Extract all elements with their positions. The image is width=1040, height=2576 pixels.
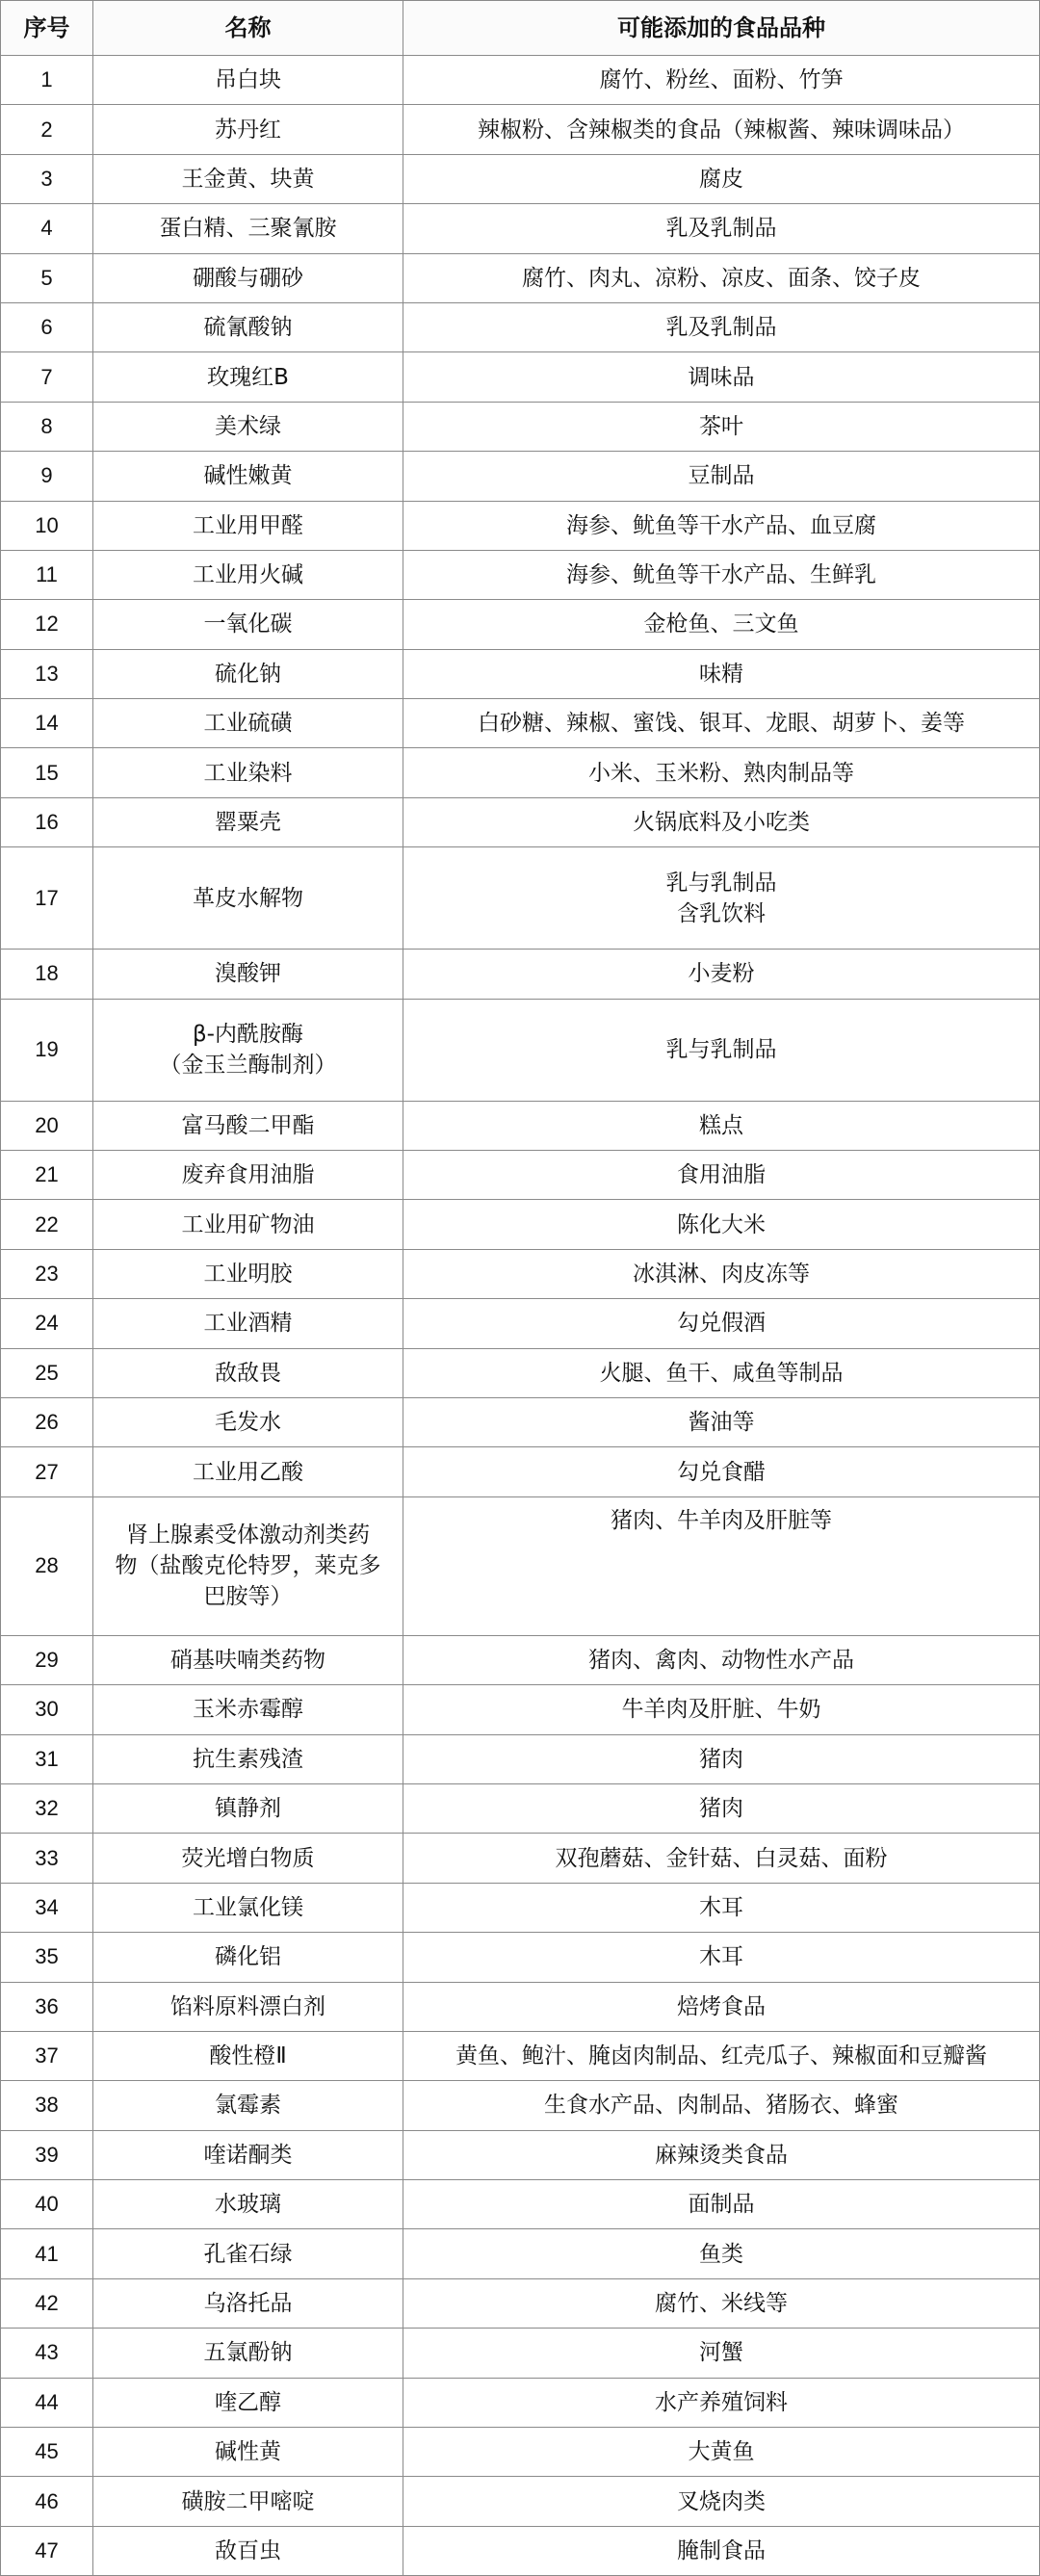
substance-name: 玉米赤霉醇: [93, 1685, 403, 1734]
food-types: 小麦粉: [403, 950, 1040, 999]
row-number: 23: [1, 1249, 93, 1298]
food-types: 水产养殖饲料: [403, 2378, 1040, 2427]
row-number: 10: [1, 501, 93, 550]
header-foods: 可能添加的食品品种: [403, 1, 1040, 56]
substance-name: 硼酸与硼砂: [93, 253, 403, 302]
row-number: 2: [1, 105, 93, 154]
food-types: 腐竹、米线等: [403, 2278, 1040, 2328]
row-number: 16: [1, 797, 93, 846]
row-number: 41: [1, 2229, 93, 2278]
food-types: 黄鱼、鲍汁、腌卤肉制品、红壳瓜子、辣椒面和豆瓣酱: [403, 2031, 1040, 2080]
table-row: [1, 1685, 1040, 1734]
table-row: [1, 1447, 1040, 1496]
food-types: 火锅底料及小吃类: [403, 797, 1040, 846]
food-types: 乳与乳制品: [403, 999, 1040, 1101]
table-row: [1, 2031, 1040, 2080]
food-types: 冰淇淋、肉皮冻等: [403, 1249, 1040, 1298]
food-types: 牛羊肉及肝脏、牛奶: [403, 1685, 1040, 1734]
food-types: 金枪鱼、三文鱼: [403, 600, 1040, 649]
row-number: 12: [1, 600, 93, 649]
table-row: [1, 2526, 1040, 2575]
row-number: 18: [1, 950, 93, 999]
header-name: 名称: [93, 1, 403, 56]
table-row: [1, 1200, 1040, 1249]
row-number: 45: [1, 2428, 93, 2477]
row-number: 22: [1, 1200, 93, 1249]
table-row: [1, 950, 1040, 999]
substance-name: 蛋白精、三聚氰胺: [93, 204, 403, 253]
row-number: 26: [1, 1397, 93, 1446]
food-types: 陈化大米: [403, 1200, 1040, 1249]
food-types: 腐皮: [403, 154, 1040, 203]
substance-name-line: 巴胺等）: [203, 1584, 293, 1610]
row-number: 30: [1, 1685, 93, 1734]
substance-name: 毛发水: [93, 1397, 403, 1446]
food-types: 麻辣烫类食品: [403, 2130, 1040, 2179]
row-number: 17: [1, 847, 93, 950]
row-number: 31: [1, 1734, 93, 1783]
table-row: [1, 1249, 1040, 1298]
substance-name: 酸性橙Ⅱ: [93, 2031, 403, 2080]
substance-name-line: β-内酰胺酶: [193, 1022, 303, 1048]
food-types: 海参、鱿鱼等干水产品、血豆腐: [403, 501, 1040, 550]
substance-name: 磷化铝: [93, 1933, 403, 1982]
table-row: [1, 1635, 1040, 1684]
row-number: 1: [1, 56, 93, 105]
substance-name: 碱性黄: [93, 2428, 403, 2477]
row-number: 47: [1, 2526, 93, 2575]
substance-name: 工业用乙酸: [93, 1447, 403, 1496]
row-number: 19: [1, 999, 93, 1101]
row-number: 32: [1, 1783, 93, 1833]
substance-name: 苏丹红: [93, 105, 403, 154]
substance-name: [93, 999, 403, 1101]
food-types: 猪肉: [403, 1734, 1040, 1783]
food-types: 双孢蘑菇、金针菇、白灵菇、面粉: [403, 1834, 1040, 1883]
table-row: [1, 1101, 1040, 1150]
table-row: [1, 452, 1040, 501]
food-types: 大黄鱼: [403, 2428, 1040, 2477]
food-types: 调味品: [403, 352, 1040, 402]
food-types: 猪肉: [403, 1783, 1040, 1833]
food-types: 豆制品: [403, 452, 1040, 501]
table-row: [1, 501, 1040, 550]
substance-name: 磺胺二甲嘧啶: [93, 2477, 403, 2526]
substance-name: 一氧化碳: [93, 600, 403, 649]
table-row: [1, 1734, 1040, 1783]
row-number: 27: [1, 1447, 93, 1496]
food-types: 腐竹、粉丝、面粉、竹笋: [403, 56, 1040, 105]
row-number: 36: [1, 1982, 93, 2031]
food-types: 辣椒粉、含辣椒类的食品（辣椒酱、辣味调味品）: [403, 105, 1040, 154]
food-types: 鱼类: [403, 2229, 1040, 2278]
food-types-line: 含乳饮料: [677, 900, 766, 926]
row-number: 5: [1, 253, 93, 302]
row-number: 3: [1, 154, 93, 203]
row-number: 15: [1, 748, 93, 797]
substance-name: 工业用甲醛: [93, 501, 403, 550]
substance-name: 玫瑰红B: [93, 352, 403, 402]
substance-name: 硝基呋喃类药物: [93, 1635, 403, 1684]
substance-name: 碱性嫩黄: [93, 452, 403, 501]
food-types: 面制品: [403, 2180, 1040, 2229]
table-row: [1, 1397, 1040, 1446]
table-row: [1, 1151, 1040, 1200]
substance-name: 工业氯化镁: [93, 1883, 403, 1932]
header-row: [1, 1, 1040, 56]
food-types: 叉烧肉类: [403, 2477, 1040, 2526]
substance-name: 喹乙醇: [93, 2378, 403, 2427]
substance-name: 镇静剂: [93, 1783, 403, 1833]
table-row: [1, 1834, 1040, 1883]
substance-name: 乌洛托品: [93, 2278, 403, 2328]
substance-name: 王金黄、块黄: [93, 154, 403, 203]
food-types: 勾兑食醋: [403, 1447, 1040, 1496]
row-number: 7: [1, 352, 93, 402]
table-row: [1, 550, 1040, 599]
substance-name: [93, 1496, 403, 1635]
table-row: [1, 1299, 1040, 1348]
row-number: 20: [1, 1101, 93, 1150]
row-number: 33: [1, 1834, 93, 1883]
substance-name: 美术绿: [93, 402, 403, 451]
substance-name: 敌敌畏: [93, 1348, 403, 1397]
food-types: [403, 847, 1040, 950]
substance-name: 敌百虫: [93, 2526, 403, 2575]
table-row: [1, 2477, 1040, 2526]
row-number: 4: [1, 204, 93, 253]
food-types: 小米、玉米粉、熟肉制品等: [403, 748, 1040, 797]
substance-name: 水玻璃: [93, 2180, 403, 2229]
substance-name-line: （金玉兰酶制剂）: [159, 1053, 337, 1079]
row-number: 29: [1, 1635, 93, 1684]
table-row: [1, 1783, 1040, 1833]
substance-name: 工业用火碱: [93, 550, 403, 599]
table-row: [1, 1933, 1040, 1982]
substance-name: 五氯酚钠: [93, 2329, 403, 2378]
substance-name: 馅料原料漂白剂: [93, 1982, 403, 2031]
row-number: 9: [1, 452, 93, 501]
table-row: [1, 2378, 1040, 2427]
food-types: 食用油脂: [403, 1151, 1040, 1200]
row-number: 34: [1, 1883, 93, 1932]
food-types-line: 乳与乳制品: [665, 870, 777, 896]
food-types: 乳及乳制品: [403, 302, 1040, 351]
substance-name: 工业硫磺: [93, 699, 403, 748]
substance-name: 工业用矿物油: [93, 1200, 403, 1249]
substance-name: 废弃食用油脂: [93, 1151, 403, 1200]
substance-name: 工业染料: [93, 748, 403, 797]
table-row: [1, 748, 1040, 797]
row-number: 6: [1, 302, 93, 351]
table-row: [1, 649, 1040, 698]
table-row: [1, 1348, 1040, 1397]
substance-name: 罂粟壳: [93, 797, 403, 846]
row-number: 21: [1, 1151, 93, 1200]
table-row: [1, 302, 1040, 351]
food-types: 腌制食品: [403, 2526, 1040, 2575]
substance-name: 荧光增白物质: [93, 1834, 403, 1883]
row-number: 28: [1, 1496, 93, 1635]
row-number: 39: [1, 2130, 93, 2179]
table-row: [1, 154, 1040, 203]
substance-name: 抗生素残渣: [93, 1734, 403, 1783]
food-types: 生食水产品、肉制品、猪肠衣、蜂蜜: [403, 2081, 1040, 2130]
substance-name: 工业酒精: [93, 1299, 403, 1348]
row-number: 40: [1, 2180, 93, 2229]
row-number: 11: [1, 550, 93, 599]
food-types: 猪肉、牛羊肉及肝脏等: [403, 1496, 1040, 1635]
row-number: 8: [1, 402, 93, 451]
substance-name: 孔雀石绿: [93, 2229, 403, 2278]
substance-name: 富马酸二甲酯: [93, 1101, 403, 1150]
table-row: [1, 847, 1040, 950]
substance-name: 喹诺酮类: [93, 2130, 403, 2179]
food-types: 白砂糖、辣椒、蜜饯、银耳、龙眼、胡萝卜、姜等: [403, 699, 1040, 748]
row-number: 42: [1, 2278, 93, 2328]
substance-name: 硫化钠: [93, 649, 403, 698]
food-types: 腐竹、肉丸、凉粉、凉皮、面条、饺子皮: [403, 253, 1040, 302]
food-types: 糕点: [403, 1101, 1040, 1150]
substance-name: 吊白块: [93, 56, 403, 105]
table-row: [1, 699, 1040, 748]
table-row: [1, 1496, 1040, 1635]
row-number: 25: [1, 1348, 93, 1397]
table-row: [1, 2278, 1040, 2328]
table-row: [1, 2130, 1040, 2179]
row-number: 46: [1, 2477, 93, 2526]
food-types: 木耳: [403, 1883, 1040, 1932]
food-types: 河蟹: [403, 2329, 1040, 2378]
substance-name-line: 物（盐酸克伦特罗，莱克多: [115, 1553, 381, 1579]
table-row: [1, 56, 1040, 105]
substance-name: 氯霉素: [93, 2081, 403, 2130]
table-row: [1, 2180, 1040, 2229]
row-number: 24: [1, 1299, 93, 1348]
food-types: 酱油等: [403, 1397, 1040, 1446]
food-types: 木耳: [403, 1933, 1040, 1982]
table-row: [1, 204, 1040, 253]
row-number: 35: [1, 1933, 93, 1982]
table-row: [1, 2081, 1040, 2130]
table-row: [1, 2428, 1040, 2477]
food-types: 焙烤食品: [403, 1982, 1040, 2031]
table-row: [1, 402, 1040, 451]
row-number: 44: [1, 2378, 93, 2427]
row-number: 14: [1, 699, 93, 748]
header-number: 序号: [1, 1, 93, 56]
table-row: [1, 105, 1040, 154]
table-body: [1, 56, 1040, 2576]
food-types: 猪肉、禽肉、动物性水产品: [403, 1635, 1040, 1684]
food-types: 乳及乳制品: [403, 204, 1040, 253]
substance-name: 工业明胶: [93, 1249, 403, 1298]
table-row: [1, 999, 1040, 1101]
food-types: 火腿、鱼干、咸鱼等制品: [403, 1348, 1040, 1397]
row-number: 38: [1, 2081, 93, 2130]
table-row: [1, 352, 1040, 402]
substance-name: 硫氰酸钠: [93, 302, 403, 351]
substance-name-line: 肾上腺素受体激动剂类药: [126, 1522, 370, 1548]
row-number: 13: [1, 649, 93, 698]
substance-name: 革皮水解物: [93, 847, 403, 950]
food-types: 茶叶: [403, 402, 1040, 451]
table-row: [1, 600, 1040, 649]
table-row: [1, 1883, 1040, 1932]
food-types: 味精: [403, 649, 1040, 698]
table-row: [1, 2329, 1040, 2378]
food-types: 勾兑假酒: [403, 1299, 1040, 1348]
row-number: 43: [1, 2329, 93, 2378]
substance-name: 溴酸钾: [93, 950, 403, 999]
food-types: 海参、鱿鱼等干水产品、生鲜乳: [403, 550, 1040, 599]
table-row: [1, 2229, 1040, 2278]
table-row: [1, 797, 1040, 846]
table-row: [1, 253, 1040, 302]
row-number: 37: [1, 2031, 93, 2080]
table-row: [1, 1982, 1040, 2031]
